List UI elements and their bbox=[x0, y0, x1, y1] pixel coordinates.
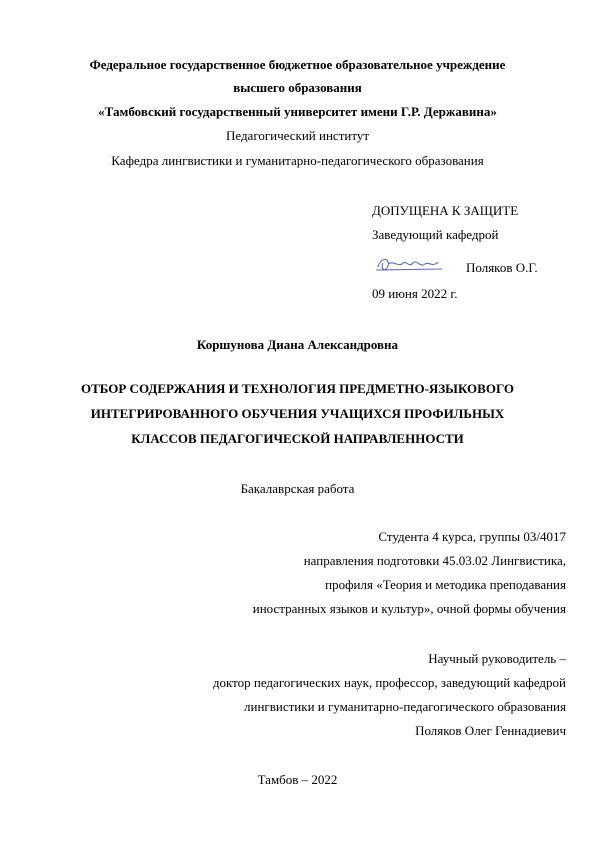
student-line-4: иностранных языков и культур», очной формы обучения bbox=[252, 601, 566, 616]
thesis-title-line-2: ИНТЕГРИРОВАННОГО ОБУЧЕНИЯ УЧАЩИХСЯ ПРОФИЛЬНЫХ bbox=[90, 406, 505, 421]
department-name: Кафедра лингвистики и гуманитарно-педагогического образования bbox=[111, 153, 484, 168]
approval-status: ДОПУЩЕНА К ЗАЩИТЕ bbox=[372, 203, 519, 218]
header-line-2: высшего образования bbox=[233, 80, 362, 95]
university-name: «Тамбовский государственный университет имени Г.Р. Державина» bbox=[98, 104, 497, 119]
thesis-title-line-3: КЛАССОВ ПЕДАГОГИЧЕСКОЙ НАПРАВЛЕННОСТИ bbox=[131, 431, 464, 446]
supervisor-line-2: доктор педагогических наук, профессор, заведующий кафедрой bbox=[212, 675, 566, 690]
supervisor-line-4: Поляков Олег Геннадиевич bbox=[415, 723, 566, 738]
supervisor-line-3: лингвистики и гуманитарно-педагогического образования bbox=[244, 699, 566, 714]
signature-image bbox=[372, 253, 448, 275]
city-year: Тамбов – 2022 bbox=[257, 772, 338, 787]
student-line-3: профиля «Теория и методика преподавания bbox=[325, 577, 566, 592]
institute-name: Педагогический институт bbox=[225, 128, 370, 143]
supervisor-line-1: Научный руководитель – bbox=[428, 651, 566, 666]
approval-name: Поляков О.Г. bbox=[466, 260, 538, 275]
header-line-1: Федеральное государственное бюджетное образовательное учреждение bbox=[89, 57, 506, 72]
student-line-2: направления подготовки 45.03.02 Лингвистика, bbox=[303, 553, 566, 568]
thesis-title-line-1: ОТБОР СОДЕРЖАНИЯ И ТЕХНОЛОГИЯ ПРЕДМЕТНО-ЯЗЫКОВОГО bbox=[80, 381, 515, 396]
approval-role: Заведующий кафедрой bbox=[372, 227, 499, 242]
student-line-1: Студента 4 курса, группы 03/4017 bbox=[378, 529, 566, 544]
work-type: Бакалаврская работа bbox=[240, 481, 355, 496]
approval-date: 09 июня 2022 г. bbox=[372, 286, 458, 301]
author-name: Коршунова Диана Александровна bbox=[196, 337, 399, 352]
